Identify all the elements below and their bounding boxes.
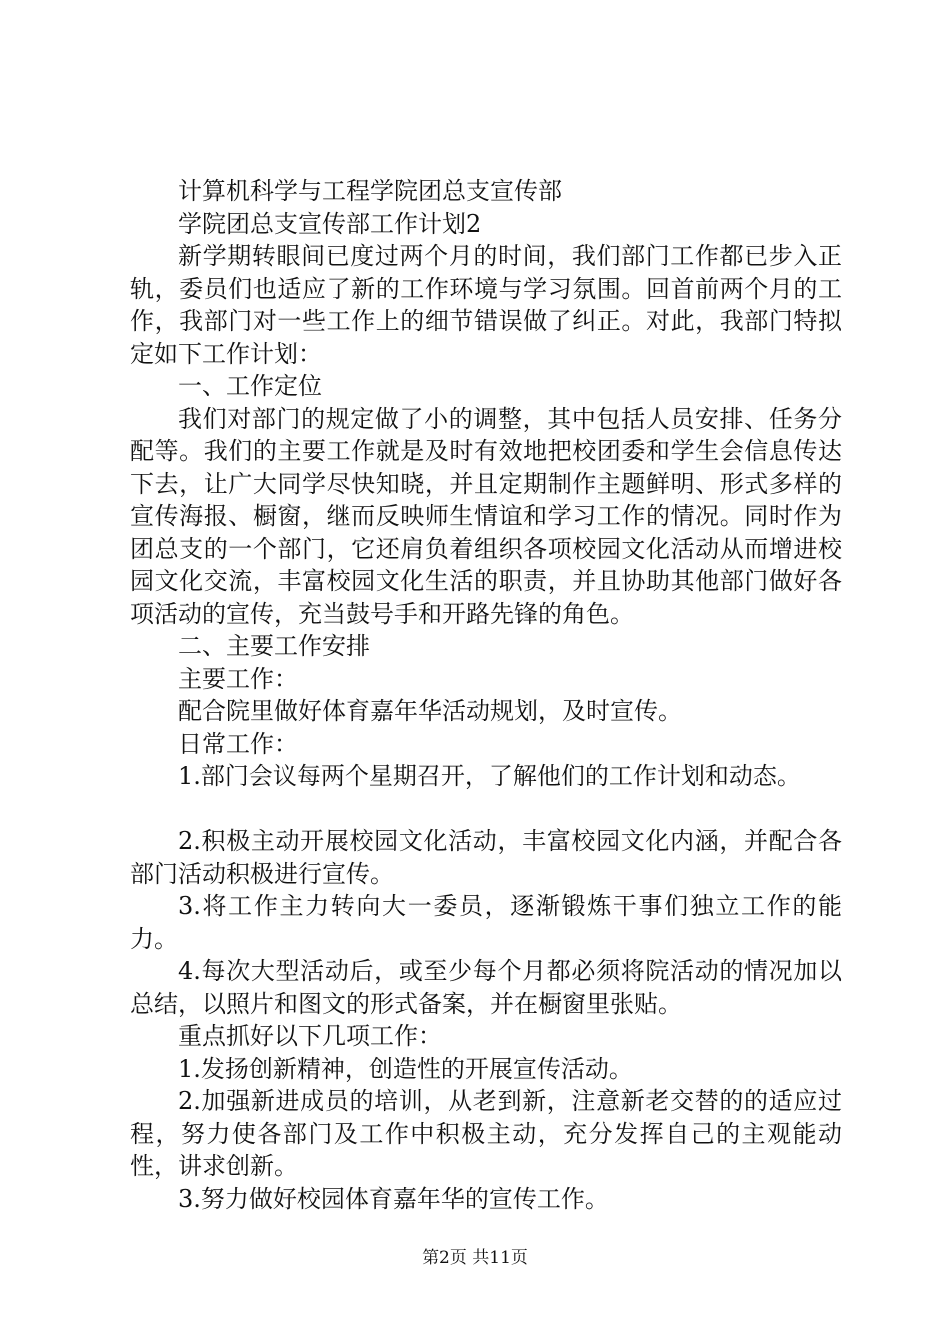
daily-item-3: 3.将工作主力转向大一委员，逐渐锻炼干事们独立工作的能力。 [130, 892, 842, 953]
daily-item-2: 2.积极主动开展校园文化活动，丰富校园文化内涵，并配合各部门活动积极进行宣传。 [130, 827, 842, 888]
daily-item-4: 4.每次大型活动后，或至少每个月都必须将院活动的情况加以总结，以照片和图文的形式备案，并在橱窗里张贴。 [130, 957, 842, 1018]
focus-item-3: 3.努力做好校园体育嘉年华的宣传工作。 [178, 1184, 609, 1213]
focus-item-2: 2.加强新进成员的培训，从老到新，注意新老交替的的适应过程，努力使各部门及工作中积极主动，充分发挥自己的主观能动性，讲求创新。 [130, 1087, 842, 1180]
page-number-footer: 第2页 共11页 [422, 1248, 528, 1268]
heading-college: 计算机科学与工程学院团总支宣传部 [178, 177, 562, 205]
intro-paragraph: 新学期转眼间已度过两个月的时间，我们部门工作都已步入正轨，委员们也适应了新的工作环境与学习氛围。回首前两个月的工作，我部门对一些工作上的细节错误做了纠正。对此，我部门特拟定如下工作计划： [130, 242, 842, 368]
focus-label: 重点抓好以下几项工作： [178, 1022, 442, 1050]
main-work-label: 主要工作： [178, 664, 298, 693]
focus-item-1: 1.发扬创新精神，创造性的开展宣传活动。 [178, 1054, 633, 1083]
daily-item-1: 1.部门会议每两个星期召开，了解他们的工作计划和动态。 [178, 762, 801, 790]
heading-plan-title: 学院团总支宣传部工作计划2 [178, 209, 482, 238]
document-body [130, 175, 842, 1215]
section2-title: 二、主要工作安排 [178, 632, 370, 660]
daily-work-label: 日常工作： [178, 729, 298, 758]
section1-body: 我们对部门的规定做了小的调整，其中包括人员安排、任务分配等。我们的主要工作就是及时有效地把校团委和学生会信息传达下去，让广大同学尽快知晓，并且定期制作主题鲜明、形式多样的宣传海报、橱窗，继而反映师生情谊和学习工作的情况。同时作为团总支的一个部门，它还肩负着组织各项校园文化活动从而增进校园文化交流，丰富校园文化生活的职责，并且协助其他部门做好各项活动的宣传，充当鼓号手和开路先锋的角色。 [130, 404, 842, 628]
main-work-item: 配合院里做好体育嘉年华活动规划，及时宣传。 [178, 697, 682, 725]
section1-title: 一、工作定位 [178, 372, 322, 400]
